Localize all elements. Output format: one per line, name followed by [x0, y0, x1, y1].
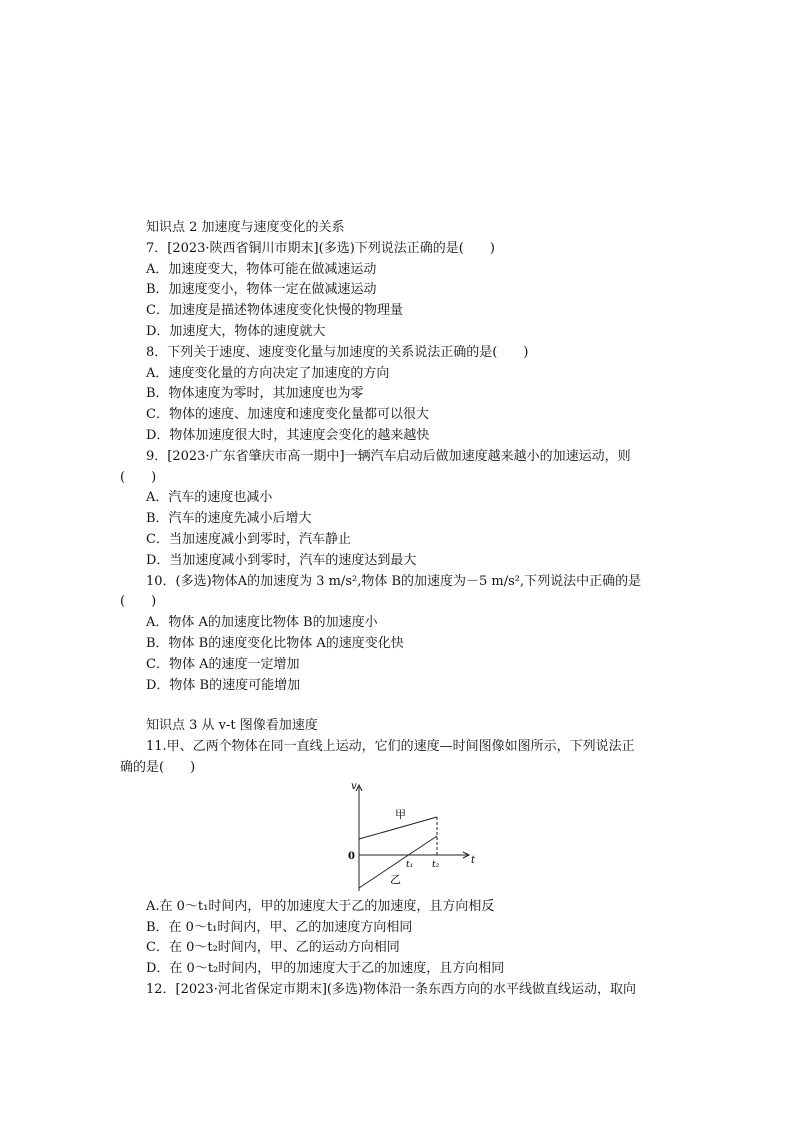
q7-option-c: C．加速度是描述物体速度变化快慢的物理量: [146, 303, 403, 319]
question-11-stem: 11.甲、乙两个物体在同一直线上运动，它们的速度—时间图像如图所示，下列说法正: [146, 739, 635, 755]
q8-option-a: A．速度变化量的方向决定了加速度的方向: [146, 365, 390, 381]
q11-option-b: B．在 0～t₁时间内，甲、乙的加速度方向相同: [146, 919, 413, 935]
question-9-stem-cont: ( ): [120, 469, 157, 485]
t1-label: t₁: [406, 859, 414, 870]
vt-graph-svg: [348, 780, 476, 893]
q11-option-c: C．在 0～t₂时间内，甲、乙的运动方向相同: [146, 940, 400, 956]
q11-option-a: A.在 0～t₁时间内，甲的加速度大于乙的加速度，且方向相反: [146, 898, 495, 914]
jia-label: 甲: [395, 807, 406, 821]
q9-option-c: C．当加速度减小到零时，汽车静止: [146, 531, 351, 547]
t2-label: t₂: [432, 859, 440, 870]
question-7-stem: 7．[2023·陕西省铜川市期末](多选)下列说法正确的是( ): [146, 240, 495, 256]
spacer: [120, 696, 685, 716]
question-12-stem: 12．[2023·河北省保定市期末](多选)物体沿一条东西方向的水平线做直线运动，取向: [146, 981, 637, 997]
question-10-stem: 10．(多选)物体A的加速度为 3 m/s²,物体 B的加速度为－5 m/s²,下列说法中正确的是: [146, 573, 642, 589]
content: [120, 218, 685, 1001]
vt-graph: [120, 779, 685, 897]
q10-option-c: C．物体 A的速度一定增加: [146, 656, 300, 672]
q9-option-a: A．汽车的速度也减小: [146, 490, 273, 506]
q9-option-d: D．当加速度减小到零时，汽车的速度达到最大: [146, 552, 417, 568]
q8-option-d: D．物体加速度很大时，其速度会变化的越来越快: [146, 427, 430, 443]
q7-option-b: B．加速度变小，物体一定在做减速运动: [146, 282, 377, 298]
q10-option-a: A．物体 A的加速度比物体 B的加速度小: [146, 615, 378, 631]
yi-label: 乙: [390, 872, 401, 886]
question-11-stem-cont: 确的是( ): [120, 759, 196, 775]
question-9-stem: 9．[2023·广东省肇庆市高一期中]一辆汽车启动后做加速度越来越小的加速运动，则: [146, 448, 631, 464]
t-axis-label: t: [471, 854, 476, 866]
q10-option-d: D．物体 B的速度可能增加: [146, 677, 301, 693]
q8-option-b: B．物体速度为零时，其加速度也为零: [146, 386, 364, 402]
q7-option-d: D．加速度大，物体的速度就大: [146, 323, 326, 339]
section-title: 知识点 3 从 v-t 图像看加速度: [146, 718, 318, 734]
section-title: 知识点 2 加速度与速度变化的关系: [146, 220, 345, 235]
q7-option-a: A．加速度变大，物体可能在做减速运动: [146, 261, 377, 277]
q9-option-b: B．汽车的速度先减小后增大: [146, 511, 312, 527]
q10-option-b: B．物体 B的速度变化比物体 A的速度变化快: [146, 635, 404, 651]
q11-option-d: D．在 0～t₂时间内，甲的加速度大于乙的加速度，且方向相同: [146, 961, 505, 977]
q8-option-c: C．物体的速度、加速度和速度变化量都可以很大: [146, 407, 429, 423]
question-8-stem: 8．下列关于速度、速度变化量与加速度的关系说法正确的是( ): [146, 344, 529, 360]
question-10-stem-cont: ( ): [120, 594, 157, 610]
origin-label: 0: [348, 850, 355, 862]
v-axis-label: v: [351, 780, 357, 792]
